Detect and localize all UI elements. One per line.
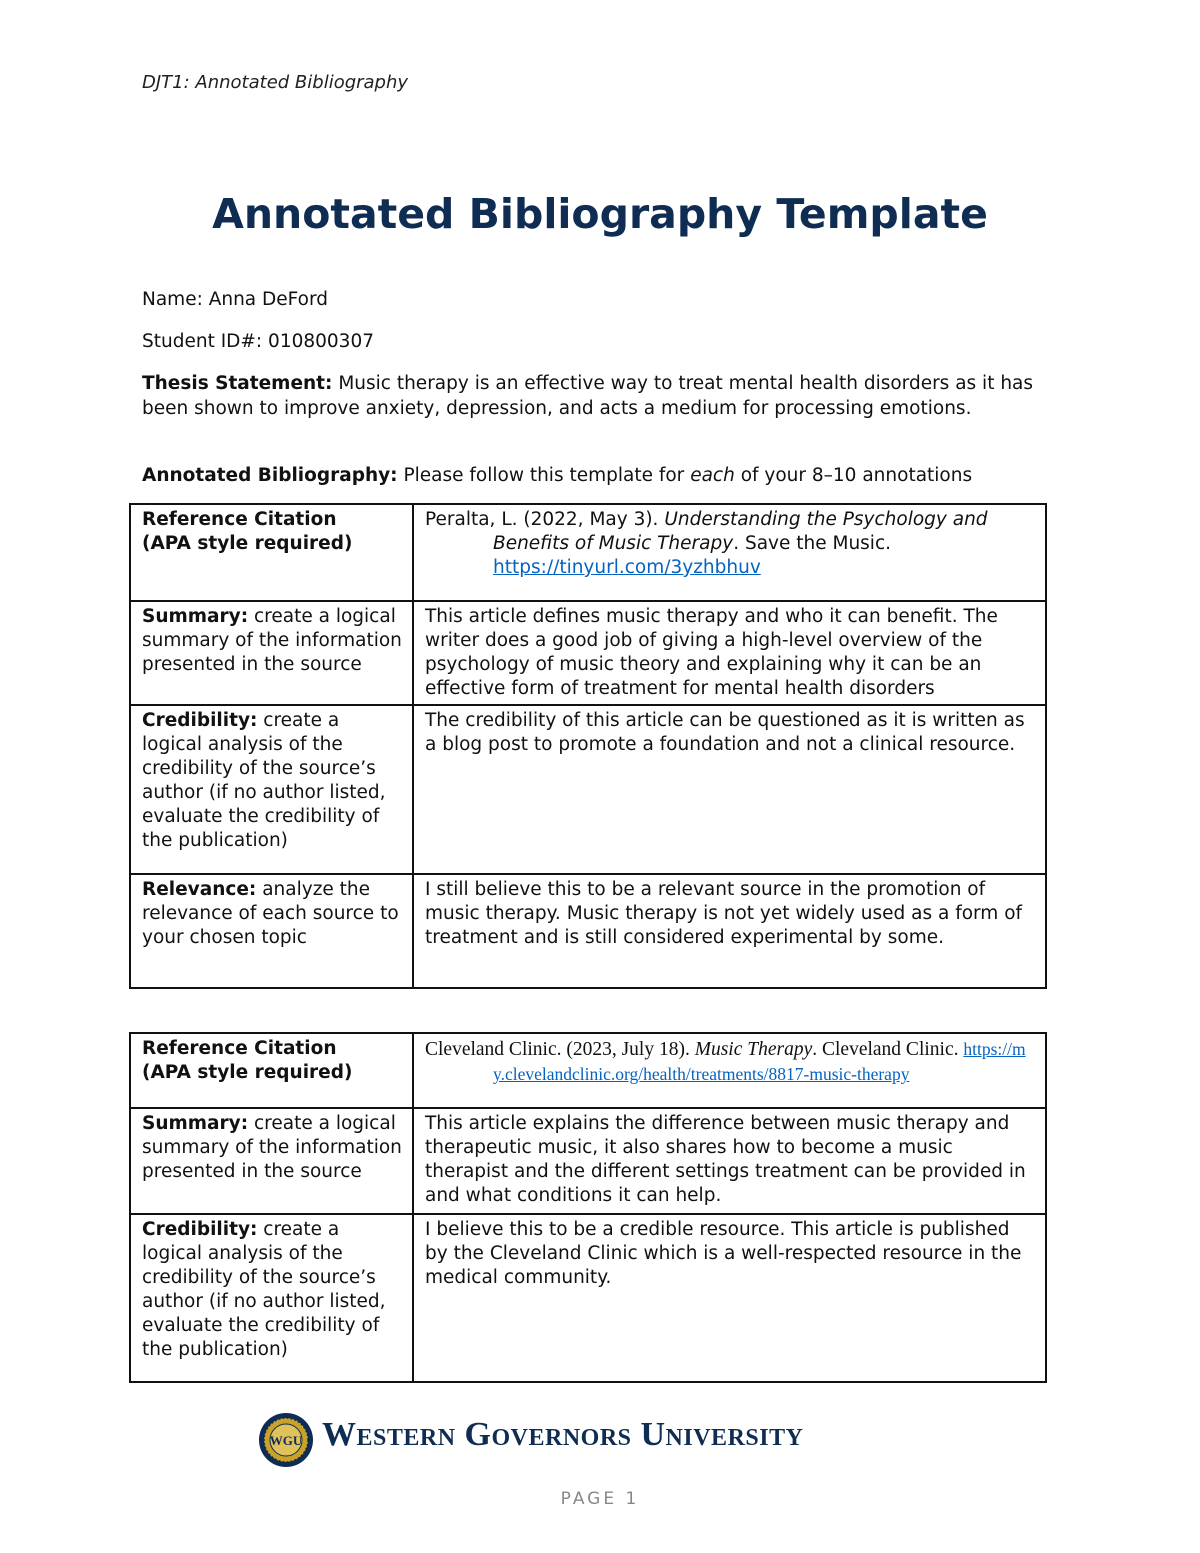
summary-cell: This article explains the difference between music therapy and therapeutic music, it also shares how to become a music therapist and the different settings treatment can be provided in and what conditions it can help. [413,1108,1046,1214]
credibility-instruction: create a logical analysis of the credibility of the source’s author (if no author listed, evaluate the credibility of the publication) [142,710,386,851]
annotated-bibliography-label: Annotated Bibliography: [142,465,398,486]
credibility-row [130,1214,1046,1382]
citation-author-date: Peralta, L. (2022, May 3). [425,509,659,530]
credibility-label-cell [130,705,413,874]
summary-label-cell [130,1108,413,1214]
summary-instruction: create a logical summary of the information presented in the source [142,1113,402,1182]
student-id-value: 010800307 [268,331,374,352]
wgu-logo [258,1410,908,1470]
citation-link[interactable]: https://tinyurl.com/3yzhbhuv [493,557,761,578]
instruction-post: of your 8–10 annotations [740,465,973,486]
citation-text [425,508,1035,580]
reference-citation-row [130,1033,1046,1108]
credibility-label-cell [130,1214,413,1382]
thesis-text: Music therapy is an effective way to treat mental health disorders as it has been shown to improve anxiety, depression, and acts a medium for processing emotions. [142,373,1034,419]
annotation-table-1 [129,503,1047,989]
relevance-cell: I still believe this to be a relevant source in the promotion of music therapy. Music therapy is not yet widely used as a form of treatment and is still considered experimental by some. [413,874,1046,988]
summary-label: Summary: [142,606,249,627]
apa-required-label: (APA style required) [142,533,353,554]
reference-citation-label-cell [130,1033,413,1108]
relevance-instruction: analyze the relevance of each source to your chosen topic [142,879,399,948]
relevance-label-cell [130,874,413,988]
instruction-pre: Please follow this template for [403,465,685,486]
reference-citation-label: Reference Citation [142,509,337,530]
summary-instruction: create a logical summary of the information presented in the source [142,606,402,675]
summary-label-cell [130,601,413,705]
citation-text [425,1037,1035,1087]
student-id-line [142,329,1062,354]
citation-title: Music Therapy [694,1039,813,1060]
summary-row [130,601,1046,705]
wgu-wordmark: Western Governors University [322,1416,804,1453]
citation-title: Understanding the Psychology and Benefits of Music Therapy [493,509,988,554]
name-label: Name: [142,289,203,310]
credibility-label: Credibility: [142,1219,258,1240]
credibility-cell: The credibility of this article can be questioned as it is written as a blog post to promote a foundation and not a clinical resource. [413,705,1046,874]
reference-citation-label-cell [130,504,413,601]
name-line [142,287,1062,312]
student-id-label: Student ID#: [142,331,263,352]
citation-publisher: . Cleveland Clinic. [812,1039,959,1060]
credibility-label: Credibility: [142,710,258,731]
citation-link[interactable]: https://my.clevelandclinic.org/health/treatments/8817-music-therapy [493,1039,1026,1084]
thesis-statement [142,371,1062,421]
annotated-bibliography-instruction [142,463,1062,488]
name-value: Anna DeFord [208,289,328,310]
document-header: DJT1: Annotated Bibliography [142,72,409,93]
credibility-row [130,705,1046,874]
instruction-emphasis: each [690,465,735,486]
credibility-cell: I believe this to be a credible resource. This article is published by the Cleveland Clinic which is a well-respected resource in the medical community. [413,1214,1046,1382]
page-title: Annotated Bibliography Template [212,190,988,238]
citation-publisher: . Save the Music. [733,533,891,554]
thesis-label: Thesis Statement: [142,373,333,394]
reference-citation-row [130,504,1046,601]
summary-cell: This article defines music therapy and who it can benefit. The writer does a good job of giving a high-level overview of the psychology of music theory and explaining why it can be an effective form of treatment for mental health disorders [413,601,1046,705]
reference-citation-label: Reference Citation [142,1038,337,1059]
apa-required-label: (APA style required) [142,1062,353,1083]
wgu-seal-text: WGU [269,1433,303,1448]
relevance-label: Relevance: [142,879,257,900]
summary-label: Summary: [142,1113,249,1134]
credibility-instruction: create a logical analysis of the credibility of the source’s author (if no author listed, evaluate the credibility of the publication) [142,1219,386,1360]
reference-citation-cell [413,1033,1046,1108]
summary-row [130,1108,1046,1214]
wgu-seal-icon [258,1412,314,1468]
citation-author-date: Cleveland Clinic. (2023, July 18). [425,1039,690,1060]
relevance-row [130,874,1046,988]
reference-citation-cell [413,504,1046,601]
annotation-table-2 [129,1032,1047,1383]
page-number: PAGE 1 [560,1489,640,1509]
